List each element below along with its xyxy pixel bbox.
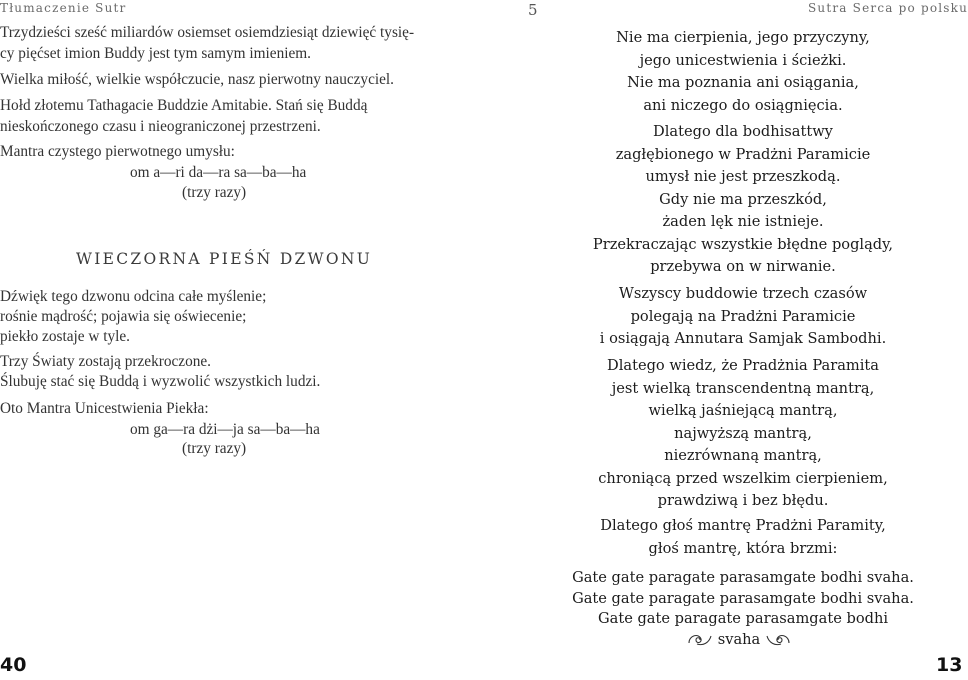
running-header-right: Sutra Serca po polsku (808, 1, 968, 15)
mantra-repeat-note: (trzy razy) (182, 184, 247, 201)
page-number-left: 40 (0, 654, 27, 676)
verse-line: Wszyscy buddowie trzech czasów (618, 285, 868, 302)
verse-line: ani niczego do osiągnięcia. (643, 96, 843, 114)
verse-block (560, 27, 926, 117)
paragraph-line: Wielka miłość, wielkie współczucie, nasz pierwotny nauczyciel. (0, 71, 394, 88)
mantra-repeat-note: (trzy razy) (182, 440, 247, 457)
paragraph-line: rośnie mądrość; pojawia się oświecenie; (0, 308, 247, 325)
verse-line: Gdy nie ma przeszkód, (659, 190, 827, 208)
verse-line: głoś mantrę, która brzmi: (648, 539, 838, 557)
page-number-right: 13 (936, 654, 963, 676)
verse-line: Dlatego dla bodhisattwy (653, 123, 833, 140)
verse-block (560, 121, 926, 279)
verse-line: Dlatego wiedz, że Pradżnia Paramita (607, 357, 879, 374)
verse-line: żaden lęk nie istnieje. (662, 213, 824, 230)
gate-line: Gate gate paragate parasamgate bodhi (597, 610, 889, 627)
swirl-ornament-icon (765, 631, 791, 654)
verse-line: wielką jaśniejącą mantrą, (648, 402, 838, 419)
verse-line: jest wielką transcendentną mantrą, (611, 379, 875, 397)
verse-block (560, 515, 926, 560)
verse-line: zagłębionego w Pradżni Paramicie (615, 145, 871, 163)
gate-line: Gate gate paragate parasamgate bodhi svaha. (572, 589, 914, 607)
gate-line: Gate gate paragate parasamgate bodhi svaha. (572, 569, 914, 586)
gate-final-line (532, 630, 946, 654)
paragraph-line: Dźwięk tego dzwonu odcina całe myślenie; (0, 288, 267, 305)
verse-line: i osiągają Annutara Samjak Sambodhi. (599, 330, 887, 347)
paragraph-line: Ślubuję stać się Buddą i wyzwolić wszystkich ludzi. (0, 373, 321, 390)
paragraph-line: nieskończonego czasu i nieograniczonej przestrzeni. (0, 118, 321, 135)
section-title: WIECZORNA PIEŚŃ DZWONU (76, 250, 373, 268)
mantra-intro: Oto Mantra Unicestwienia Piekła: (0, 400, 209, 417)
paragraph-line: Trzy Światy zostają przekroczone. (0, 353, 211, 370)
gate-mantra (540, 568, 946, 653)
verse-line: jego unicestwienia i ścieżki. (639, 51, 847, 69)
verse-line: przebywa on w nirwanie. (650, 258, 836, 275)
mantra-intro: Mantra czystego pierwotnego umysłu: (0, 143, 235, 160)
paragraph-line: Trzydzieści sześć miliardów osiemset osiemdziesiąt dziewięć tysię- (0, 24, 415, 41)
mantra-text: om a—ri da—ra sa—ba—ha (130, 164, 307, 181)
verse-line: Dlatego głoś mantrę Pradżni Paramity, (600, 517, 886, 534)
verse-line: chroniącą przed wszelkim cierpieniem, (598, 469, 888, 487)
paragraph-line: piekło zostaje w tyle. (0, 328, 130, 345)
verse-line: umysł nie jest przeszkodą. (645, 168, 841, 185)
gate-final-word: svaha (717, 630, 761, 648)
paragraph-line: cy pięćset imion Buddy jest tym samym imieniem. (0, 45, 311, 62)
running-header-left: Tłumaczenie Sutr (0, 1, 127, 15)
verse-line: Nie ma poznania ani osiągania, (627, 74, 859, 91)
verse-line: niezrównaną mantrą, (664, 447, 822, 464)
verse-block (560, 283, 926, 351)
verse-line: prawdziwą i bez błędu. (657, 492, 829, 509)
verse-line: najwyższą mantrą, (674, 424, 812, 442)
verse-block (560, 355, 926, 513)
swirl-ornament-icon (687, 631, 713, 654)
verse-line: polegają na Pradżni Paramicie (630, 307, 856, 325)
verse-line: Nie ma cierpienia, jego przyczyny, (616, 29, 870, 46)
mantra-text: om ga—ra dżi—ja sa—ba—ha (130, 421, 320, 438)
center-page-number: 5 (528, 1, 538, 19)
paragraph-line: Hołd złotemu Tathagacie Buddzie Amitabie. Stań się Buddą (0, 97, 368, 114)
verse-line: Przekraczając wszystkie błędne poglądy, (592, 235, 894, 253)
